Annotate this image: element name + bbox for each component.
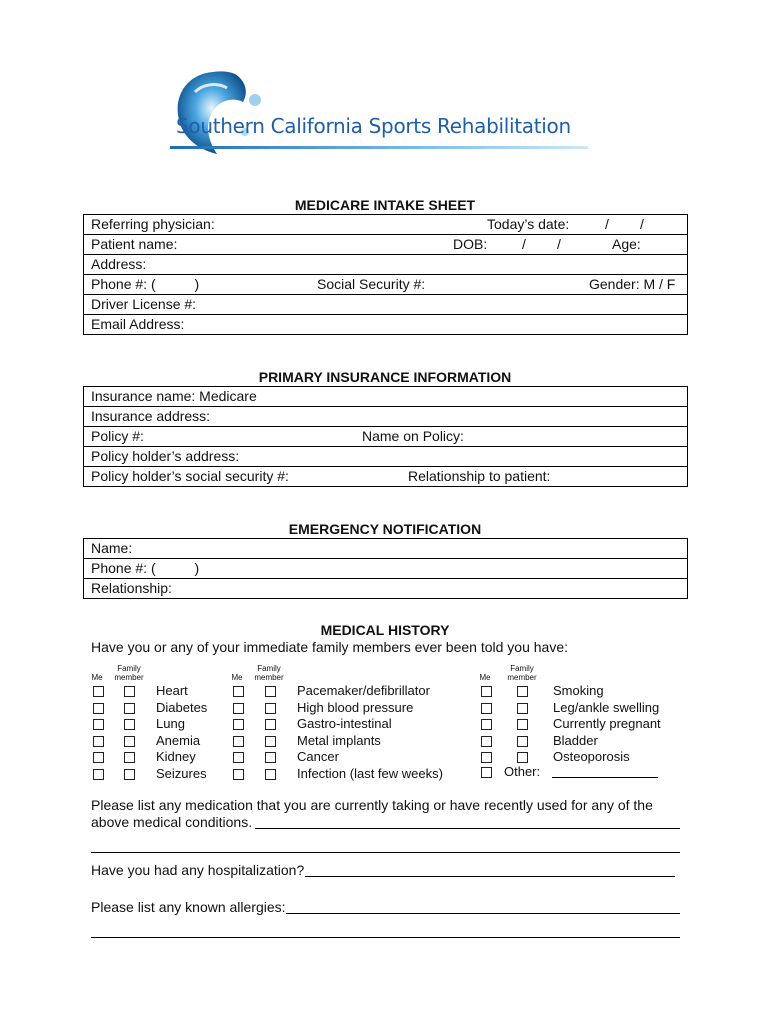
holder-ssn-label: Policy holder’s social security #: (91, 468, 289, 484)
family-member-checkbox[interactable] (124, 752, 135, 763)
row-holder-address (84, 447, 687, 467)
todays-date-separators: / / (605, 216, 644, 232)
referring-label: Referring physician: (91, 216, 215, 232)
me-checkbox[interactable] (93, 686, 104, 697)
me-checkbox[interactable] (233, 769, 244, 780)
family-member-checkbox[interactable] (124, 719, 135, 730)
condition-label: Smoking (553, 683, 604, 698)
family-member-checkbox[interactable] (265, 736, 276, 747)
me-checkbox[interactable] (93, 769, 104, 780)
condition-label: Pacemaker/defibrillator (297, 683, 430, 698)
me-checkbox[interactable] (481, 686, 492, 697)
page-title: MEDICARE INTAKE SHEET (294, 197, 476, 213)
patient-info-table (83, 214, 688, 335)
age-label: Age: (612, 236, 641, 252)
policy-label: Policy #: (91, 428, 144, 444)
emergency-relationship-label: Relationship: (91, 580, 172, 596)
medical-history-heading: MEDICAL HISTORY (320, 622, 450, 638)
me-checkbox[interactable] (481, 719, 492, 730)
insurance-table (83, 386, 688, 487)
family-member-checkbox[interactable] (124, 686, 135, 697)
emergency-phone-label: Phone #: ( ) (91, 560, 200, 576)
dob-separators: / / (522, 236, 561, 252)
condition-label: Currently pregnant (553, 716, 661, 731)
dob-label: DOB: (453, 236, 488, 252)
relationship-to-patient-label: Relationship to patient: (408, 468, 551, 484)
family-member-checkbox[interactable] (517, 719, 528, 730)
row-email (84, 315, 687, 335)
family-member-checkbox[interactable] (517, 736, 528, 747)
medication-prompt-line1: Please list any medication that you are currently taking or have recently used for any of the (91, 797, 653, 813)
condition-label: Lung (156, 716, 185, 731)
family-member-checkbox[interactable] (517, 686, 528, 697)
me-checkbox[interactable] (93, 752, 104, 763)
col3-me-header: Me (479, 673, 491, 682)
phone-label: Phone #: ( ) (91, 276, 200, 292)
todays-date-label: Today’s date: (487, 216, 570, 232)
ssn-label: Social Security #: (317, 276, 426, 292)
row-address (84, 255, 687, 275)
other-label: Other: (504, 764, 541, 779)
condition-label: Diabetes (156, 699, 208, 715)
row-emergency-phone (84, 559, 687, 579)
insurance-name-label: Insurance name: Medicare (91, 388, 257, 404)
family-member-checkbox[interactable] (265, 769, 276, 780)
col3-family-header: Family member (507, 664, 537, 682)
condition-label: Gastro-intestinal (297, 716, 392, 731)
condition-label: High blood pressure (297, 699, 414, 715)
row-phone (84, 275, 687, 295)
family-member-checkbox[interactable] (124, 703, 135, 714)
hospitalization-answer-line[interactable] (305, 876, 675, 877)
condition-label: Kidney (156, 749, 196, 764)
me-checkbox[interactable] (481, 736, 492, 747)
col2-me-header: Me (231, 673, 243, 682)
row-emergency-relationship (84, 579, 687, 599)
condition-label: Bladder (553, 732, 598, 748)
medical-question: Have you or any of your immediate family members ever been told you have: (91, 639, 569, 655)
name-on-policy-label: Name on Policy: (362, 428, 464, 444)
row-holder-ssn (84, 467, 687, 487)
me-checkbox[interactable] (233, 719, 244, 730)
allergies-answer-line2[interactable] (91, 937, 680, 938)
row-patient-name (84, 235, 687, 255)
me-checkbox[interactable] (481, 752, 492, 763)
emergency-table (83, 538, 688, 599)
hospitalization-prompt: Have you had any hospitalization? (91, 862, 305, 878)
logo-underline (170, 146, 588, 149)
condition-label: Metal implants (297, 732, 381, 748)
row-referring (84, 215, 687, 235)
me-checkbox[interactable] (93, 736, 104, 747)
me-checkbox[interactable] (233, 752, 244, 763)
emergency-name-label: Name: (91, 540, 133, 556)
me-checkbox[interactable] (233, 686, 244, 697)
allergies-prompt: Please list any known allergies: (91, 899, 286, 915)
me-checkbox[interactable] (233, 736, 244, 747)
email-label: Email Address: (91, 316, 185, 332)
row-emergency-name (84, 539, 687, 559)
row-driver-license (84, 295, 687, 315)
row-insurance-name (84, 387, 687, 407)
condition-label: Infection (last few weeks) (297, 765, 443, 781)
family-member-checkbox[interactable] (517, 752, 528, 763)
me-checkbox[interactable] (233, 703, 244, 714)
condition-label: Seizures (156, 765, 207, 781)
medication-answer-line2[interactable] (91, 852, 680, 853)
emergency-heading: EMERGENCY NOTIFICATION (288, 521, 482, 537)
family-member-checkbox[interactable] (265, 752, 276, 763)
me-checkbox[interactable] (93, 719, 104, 730)
col1-family-header: Family member (114, 664, 144, 682)
other-me-checkbox[interactable] (481, 767, 492, 778)
condition-label: Anemia (156, 732, 201, 748)
family-member-checkbox[interactable] (265, 719, 276, 730)
medication-prompt-line2: above medical conditions. (91, 814, 253, 830)
patient-name-label: Patient name: (91, 236, 178, 252)
row-policy (84, 427, 687, 447)
condition-label: Osteoporosis (553, 749, 630, 764)
row-insurance-address (84, 407, 687, 427)
insurance-address-label: Insurance address: (91, 408, 211, 424)
family-member-checkbox[interactable] (517, 703, 528, 714)
col1-me-header: Me (91, 673, 103, 682)
family-member-checkbox[interactable] (265, 686, 276, 697)
allergies-answer-line1[interactable] (286, 913, 680, 914)
medication-answer-line1[interactable] (255, 828, 680, 829)
condition-label: Cancer (297, 749, 339, 764)
family-member-checkbox[interactable] (124, 769, 135, 780)
family-member-checkbox[interactable] (265, 703, 276, 714)
gender-label: Gender: M / F (589, 276, 676, 292)
me-checkbox[interactable] (93, 703, 104, 714)
holder-address-label: Policy holder’s address: (91, 448, 240, 464)
col2-family-header: Family member (254, 664, 284, 682)
condition-label: Heart (156, 683, 188, 698)
condition-label: Leg/ankle swelling (553, 699, 660, 715)
insurance-heading: PRIMARY INSURANCE INFORMATION (258, 369, 512, 385)
me-checkbox[interactable] (481, 703, 492, 714)
family-member-checkbox[interactable] (124, 736, 135, 747)
logo-text: Southern California Sports Rehabilitation (176, 114, 571, 138)
address-label: Address: (91, 256, 147, 272)
driver-license-label: Driver License #: (91, 296, 197, 312)
other-blank-line[interactable] (552, 777, 658, 778)
